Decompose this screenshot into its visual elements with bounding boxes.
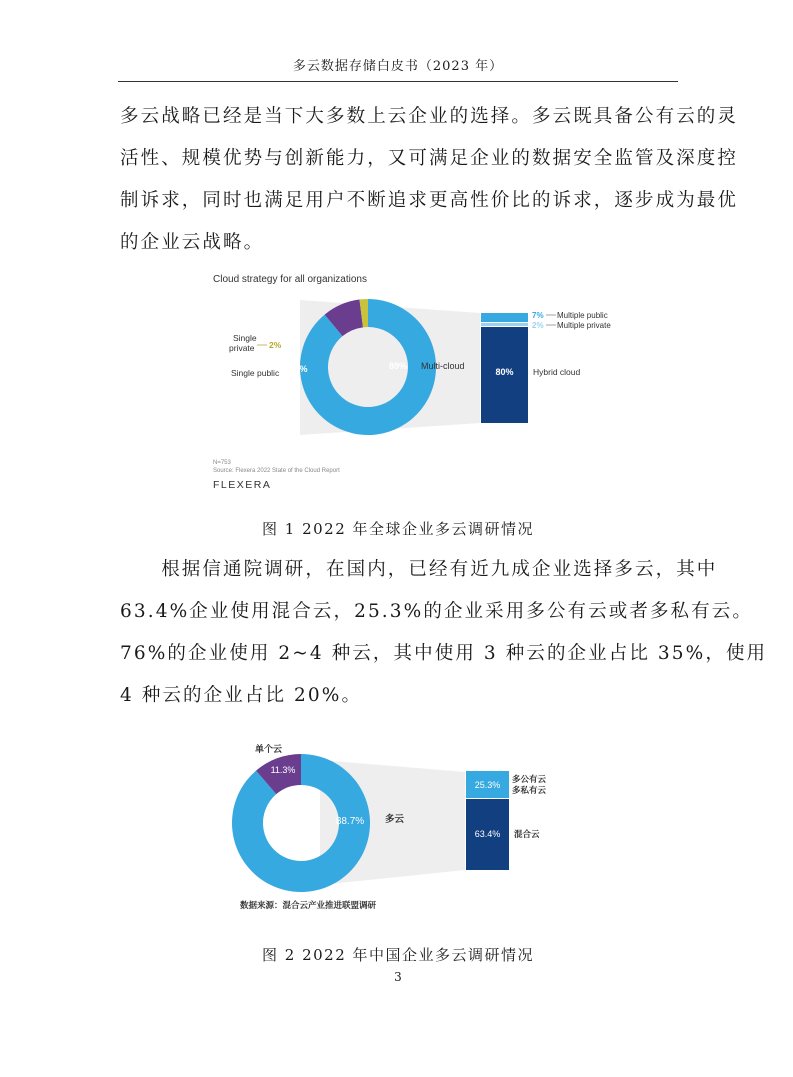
bar-segment-multiple-public: [481, 313, 528, 322]
document-header: 多云数据存储白皮书（2023 年）: [292, 59, 504, 74]
segment-value-label: 25.3%: [474, 780, 501, 790]
paragraph-line: 4 种云的企业占比 20%。: [120, 685, 363, 706]
slice-value-label: 11.3%: [270, 765, 296, 775]
segment-label: Multiple private: [557, 321, 611, 330]
segment-label-line: 多私有云: [512, 785, 547, 795]
slice-label-line: Single: [233, 333, 257, 343]
paragraph-2: [120, 549, 768, 717]
paragraph-line: 制诉求，同时也满足用户不断追求更高性价比的诉求，逐步成为最优: [120, 190, 739, 211]
slice-value-label: 9%: [294, 364, 308, 374]
paragraph-line: 63.4%企业使用混合云，25.3%的企业采用多公有云或者多私有云。: [120, 601, 753, 622]
bar-segment-multiple-private: [481, 323, 528, 326]
slice-label: Single public: [231, 368, 280, 378]
slice-label-line: private: [229, 343, 255, 353]
figure-1-chart: [205, 265, 625, 495]
paragraph-line: 活性、规模优势与创新能力，又可满足企业的数据安全监管及深度控: [120, 148, 739, 169]
segment-value-label: 80%: [495, 367, 514, 377]
slice-value-label: 2%: [269, 340, 282, 350]
figure-2-caption: 图 2 2022 年中国企业多云调研情况: [261, 946, 535, 964]
page-number: 3: [394, 970, 402, 984]
chart-title: Cloud strategy for all organizations: [213, 274, 367, 285]
slice-label: 多云: [385, 814, 405, 825]
segment-label: Multiple public: [557, 311, 608, 320]
segment-label-line: 多公有云: [512, 774, 547, 784]
source-note: 数据来源：混合云产业推进联盟调研: [240, 900, 377, 910]
paragraph-line: 的企业云战略。: [120, 232, 265, 253]
segment-value-label: 63.4%: [474, 829, 501, 839]
segment-value-label: 2%: [532, 321, 544, 330]
segment-value-label: 7%: [532, 311, 544, 320]
sample-size-note: N=753: [213, 460, 231, 466]
paragraph-line: 多云战略已经是当下大多数上云企业的选择。多云既具备公有云的灵: [120, 106, 739, 127]
header-rule: [118, 81, 678, 82]
figure-1-caption: 图 1 2022 年全球企业多云调研情况: [261, 520, 535, 538]
segment-label: Hybrid cloud: [533, 367, 581, 377]
slice-value-label: 88.7%: [335, 816, 365, 827]
slice-value-label: 89%: [388, 361, 408, 371]
paragraph-line: 根据信通院调研，在国内，已经有近九成企业选择多云，其中: [120, 559, 718, 580]
paragraph-line: 76%的企业使用 2~4 种云，其中使用 3 种云的企业占比 35%，使用: [120, 643, 768, 664]
slice-label: 单个云: [255, 744, 283, 754]
segment-label: 混合云: [514, 829, 540, 839]
slice-label: Multi-cloud: [421, 361, 465, 371]
source-note: Source: Flexera 2022 State of the Cloud Report: [213, 468, 340, 474]
paragraph-1: [120, 96, 739, 264]
figure-2-chart: [225, 740, 565, 920]
flexera-logo: FLEXERA: [213, 479, 272, 491]
